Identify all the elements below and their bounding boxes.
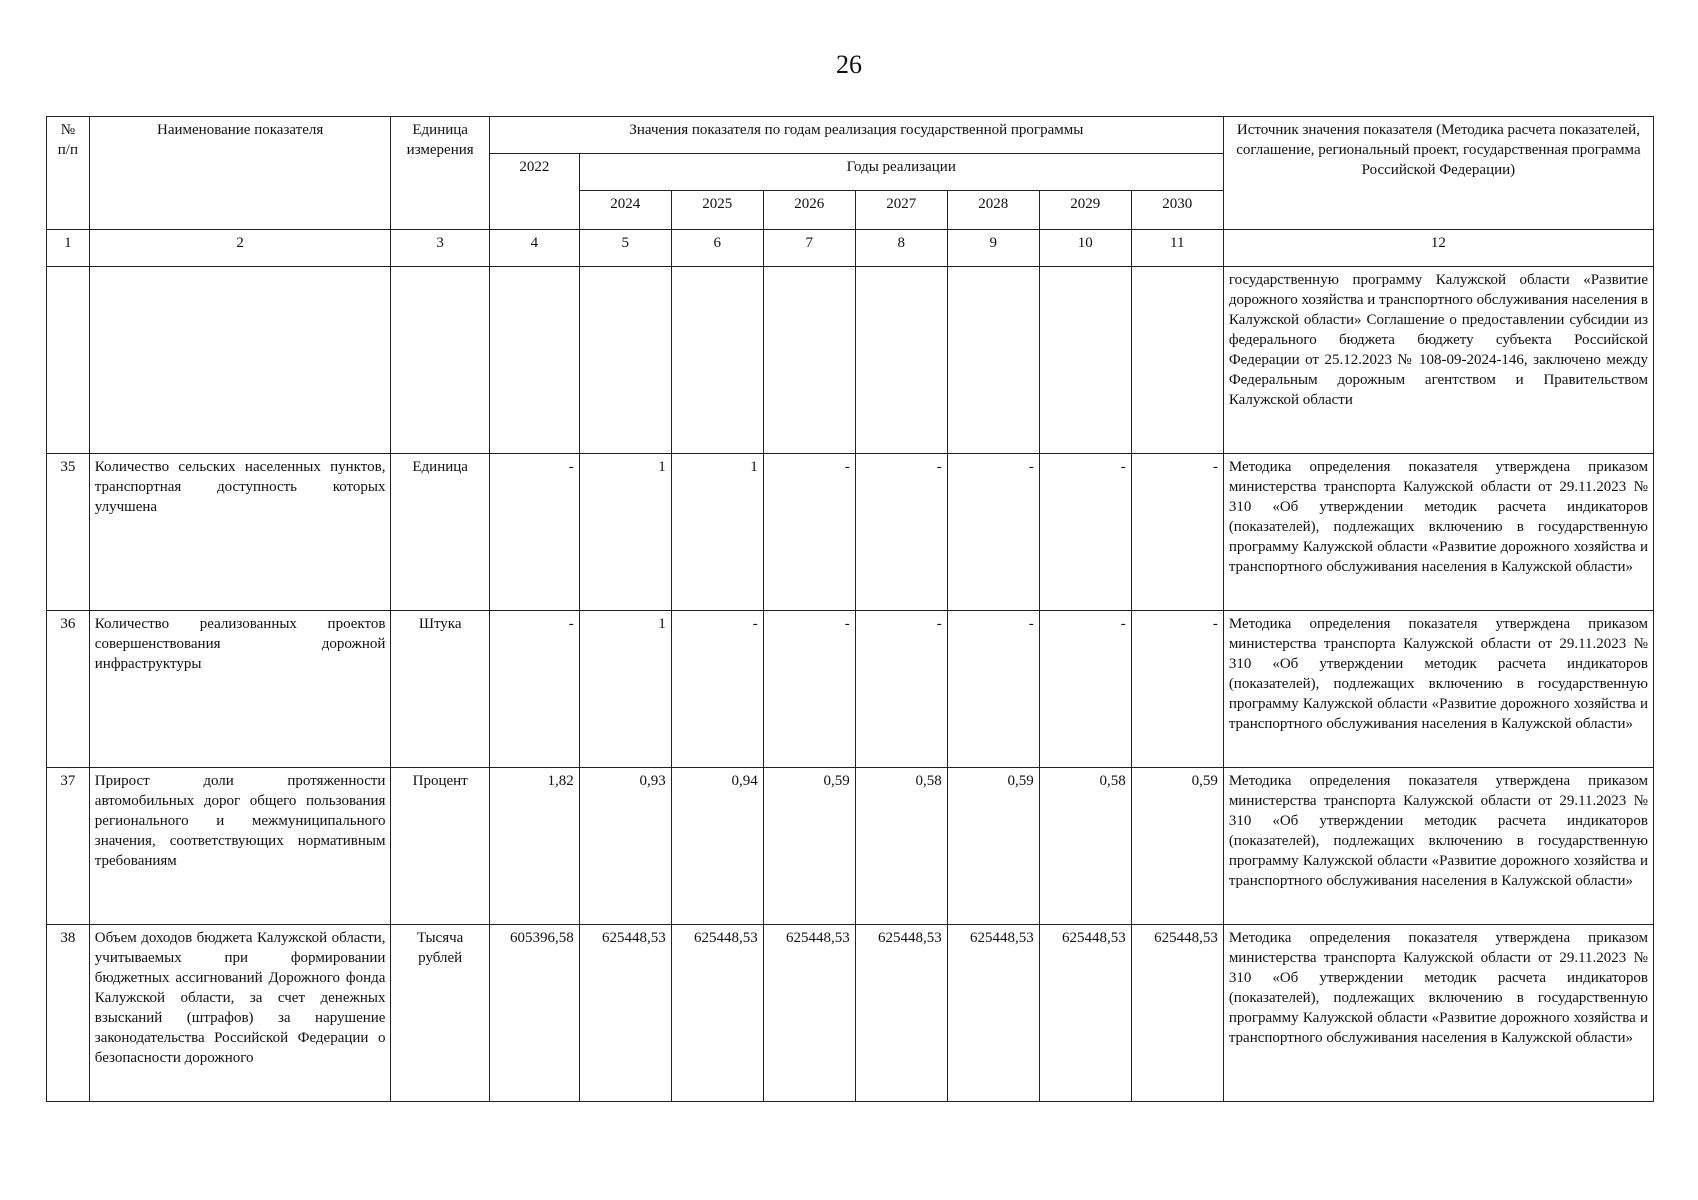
- column-index: 9: [947, 230, 1039, 267]
- source-cell: Методика определения показателя утверждена приказом министерства транспорта Калужской области от 29.11.2023 № 310 «Об утверждении методик расчета индикаторов (показателей), подлежащих включению в государственную программу Калужской области «Развитие дорожного хозяйства и транспортного обслуживания населения в Калужской области»: [1223, 611, 1653, 768]
- empty-cell: [579, 267, 671, 454]
- value-cell: 0,59: [763, 768, 855, 925]
- value-cell: 1: [579, 454, 671, 611]
- column-index: 12: [1223, 230, 1653, 267]
- header-year: 2026: [763, 191, 855, 230]
- value-cell: 625448,53: [1039, 925, 1131, 1102]
- column-index: 5: [579, 230, 671, 267]
- page-number: 26: [836, 50, 862, 79]
- table-row-continuation: [47, 267, 1654, 454]
- column-index: 4: [489, 230, 579, 267]
- value-cell: -: [855, 454, 947, 611]
- table-row: [47, 454, 1654, 611]
- column-index: 6: [671, 230, 763, 267]
- value-cell: -: [1039, 454, 1131, 611]
- column-index: 10: [1039, 230, 1131, 267]
- value-cell: 605396,58: [489, 925, 579, 1102]
- unit-cell: Штука: [391, 611, 489, 768]
- table-row: [47, 611, 1654, 768]
- empty-cell: [47, 267, 90, 454]
- header-num: № п/п: [47, 117, 90, 230]
- empty-cell: [855, 267, 947, 454]
- header-year: 2029: [1039, 191, 1131, 230]
- empty-cell: [391, 267, 489, 454]
- value-cell: -: [671, 611, 763, 768]
- value-cell: 1: [671, 454, 763, 611]
- empty-cell: [489, 267, 579, 454]
- value-cell: 0,58: [855, 768, 947, 925]
- source-cell: государственную программу Калужской области «Развитие дорожного хозяйства и транспортного обслуживания населения в Калужской области» Соглашение о предоставлении субсидии из федерального бюджета бюджету субъекта Российской Федерации от 25.12.2023 № 108-09-2024-146, заключено между Федеральным дорожным агентством и Правительством Калужской области: [1223, 267, 1653, 454]
- header-source: Источник значения показателя (Методика расчета показателей, соглашение, региональный проект, государственная программа Российской Федерации): [1223, 117, 1653, 230]
- row-num: 37: [47, 768, 90, 925]
- value-cell: -: [489, 454, 579, 611]
- value-cell: 625448,53: [947, 925, 1039, 1102]
- value-cell: 1: [579, 611, 671, 768]
- value-cell: -: [763, 611, 855, 768]
- header-year: 2030: [1131, 191, 1223, 230]
- row-num: 36: [47, 611, 90, 768]
- column-index: 1: [47, 230, 90, 267]
- value-cell: -: [947, 454, 1039, 611]
- value-cell: 1,82: [489, 768, 579, 925]
- value-cell: 0,59: [1131, 768, 1223, 925]
- value-cell: -: [763, 454, 855, 611]
- empty-cell: [763, 267, 855, 454]
- indicator-name: Количество сельских населенных пунктов, транспортная доступность которых улучшена: [89, 454, 391, 611]
- header-year: 2027: [855, 191, 947, 230]
- value-cell: 0,59: [947, 768, 1039, 925]
- value-cell: 625448,53: [579, 925, 671, 1102]
- header-unit: Единица измерения: [391, 117, 489, 230]
- empty-cell: [1131, 267, 1223, 454]
- header-year: 2028: [947, 191, 1039, 230]
- value-cell: 0,94: [671, 768, 763, 925]
- header-years-group: Годы реализации: [579, 154, 1223, 191]
- value-cell: -: [1039, 611, 1131, 768]
- column-index: 11: [1131, 230, 1223, 267]
- empty-cell: [947, 267, 1039, 454]
- value-cell: -: [1131, 611, 1223, 768]
- row-num: 38: [47, 925, 90, 1102]
- unit-cell: Единица: [391, 454, 489, 611]
- value-cell: -: [1131, 454, 1223, 611]
- empty-cell: [671, 267, 763, 454]
- column-index: 3: [391, 230, 489, 267]
- table-header: [47, 117, 1654, 267]
- column-index: 8: [855, 230, 947, 267]
- value-cell: -: [855, 611, 947, 768]
- value-cell: 625448,53: [671, 925, 763, 1102]
- unit-cell: Тысяча рублей: [391, 925, 489, 1102]
- table-row: [47, 768, 1654, 925]
- column-index-row: [47, 230, 1654, 267]
- unit-cell: Процент: [391, 768, 489, 925]
- header-values-group: Значения показателя по годам реализация государственной программы: [489, 117, 1223, 154]
- header-year: 2024: [579, 191, 671, 230]
- indicator-name: Прирост доли протяженности автомобильных дорог общего пользования регионального и межмуниципального значения, соответствующих нормативным требованиям: [89, 768, 391, 925]
- header-base-year: 2022: [489, 154, 579, 230]
- value-cell: -: [489, 611, 579, 768]
- column-index: 2: [89, 230, 391, 267]
- empty-cell: [1039, 267, 1131, 454]
- empty-cell: [89, 267, 391, 454]
- header-name: Наименование показателя: [89, 117, 391, 230]
- header-year: 2025: [671, 191, 763, 230]
- value-cell: 625448,53: [855, 925, 947, 1102]
- source-cell: Методика определения показателя утверждена приказом министерства транспорта Калужской области от 29.11.2023 № 310 «Об утверждении методик расчета индикаторов (показателей), подлежащих включению в государственную программу Калужской области «Развитие дорожного хозяйства и транспортного обслуживания населения в Калужской области»: [1223, 768, 1653, 925]
- value-cell: 0,58: [1039, 768, 1131, 925]
- source-cell: Методика определения показателя утверждена приказом министерства транспорта Калужской области от 29.11.2023 № 310 «Об утверждении методик расчета индикаторов (показателей), подлежащих включению в государственную программу Калужской области «Развитие дорожного хозяйства и транспортного обслуживания населения в Калужской области»: [1223, 925, 1653, 1102]
- value-cell: -: [947, 611, 1039, 768]
- indicator-name: Количество реализованных проектов совершенствования дорожной инфраструктуры: [89, 611, 391, 768]
- indicator-name: Объем доходов бюджета Калужской области, учитываемых при формировании бюджетных ассигнований Дорожного фонда Калужской области, за счет денежных взысканий (штрафов) за нарушение законодательства Российской Федерации о безопасности дорожного: [89, 925, 391, 1102]
- column-index: 7: [763, 230, 855, 267]
- value-cell: 625448,53: [1131, 925, 1223, 1102]
- value-cell: 625448,53: [763, 925, 855, 1102]
- source-cell: Методика определения показателя утверждена приказом министерства транспорта Калужской области от 29.11.2023 № 310 «Об утверждении методик расчета индикаторов (показателей), подлежащих включению в государственную программу Калужской области «Развитие дорожного хозяйства и транспортного обслуживания населения в Калужской области»: [1223, 454, 1653, 611]
- row-num: 35: [47, 454, 90, 611]
- table-row: [47, 925, 1654, 1102]
- value-cell: 0,93: [579, 768, 671, 925]
- indicators-table: [46, 116, 1654, 1102]
- table-body: [47, 267, 1654, 1102]
